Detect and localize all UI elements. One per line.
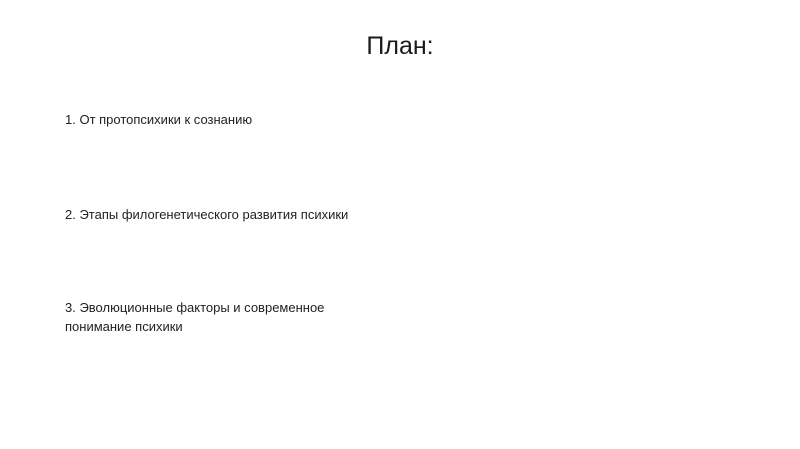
plan-item-3: 3. Эволюционные факторы и современное понимание психики [65, 300, 325, 334]
plan-item-1: 1. От протопсихики к сознанию [65, 112, 253, 127]
plan-item-2: 2. Этапы филогенетического развития психики [65, 207, 349, 222]
slide-title: План: [366, 32, 434, 60]
